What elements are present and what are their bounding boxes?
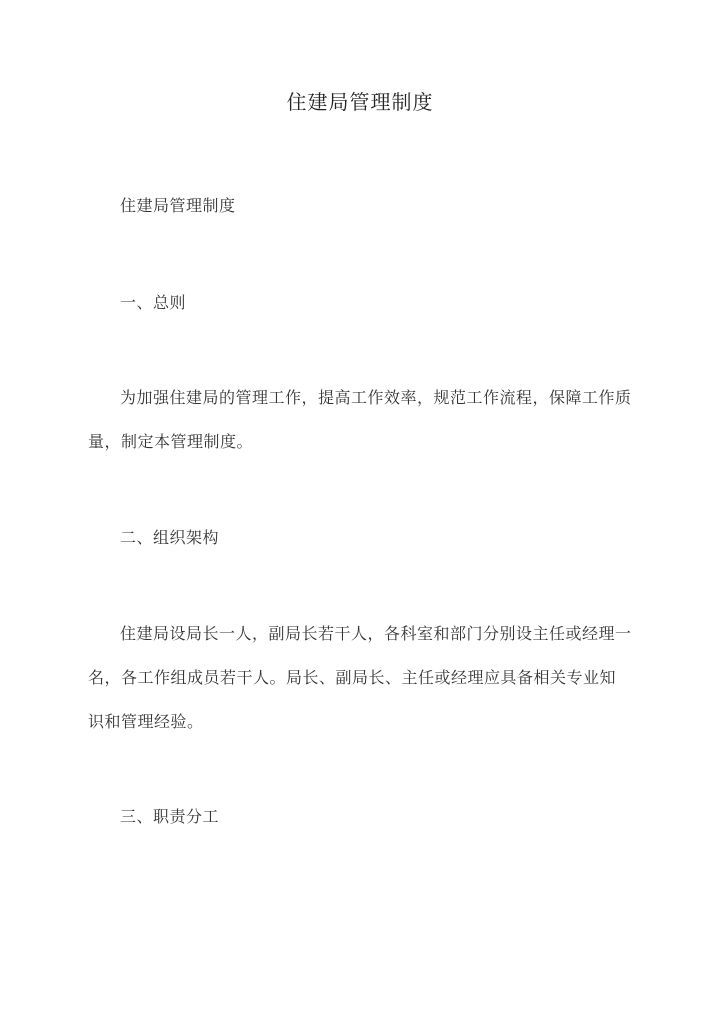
paragraph-general: 为加强住建局的管理工作，提高工作效率，规范工作流程，保障工作质量，制定本管理制度。 [88,388,632,451]
section-heading-general: 一、总则 [120,293,187,312]
document-subtitle: 住建局管理制度 [120,196,236,215]
paragraph-organization: 住建局设局长一人，副局长若干人，各科室和部门分别设主任或经理一名，各工作组成员若干人。局长、副局长、主任或经理应具备相关专业知识和管理经验。 [88,624,632,731]
section-heading-organization: 二、组织架构 [120,528,220,547]
section-heading-responsibilities: 三、职责分工 [120,807,220,826]
document-title: 住建局管理制度 [286,90,434,114]
